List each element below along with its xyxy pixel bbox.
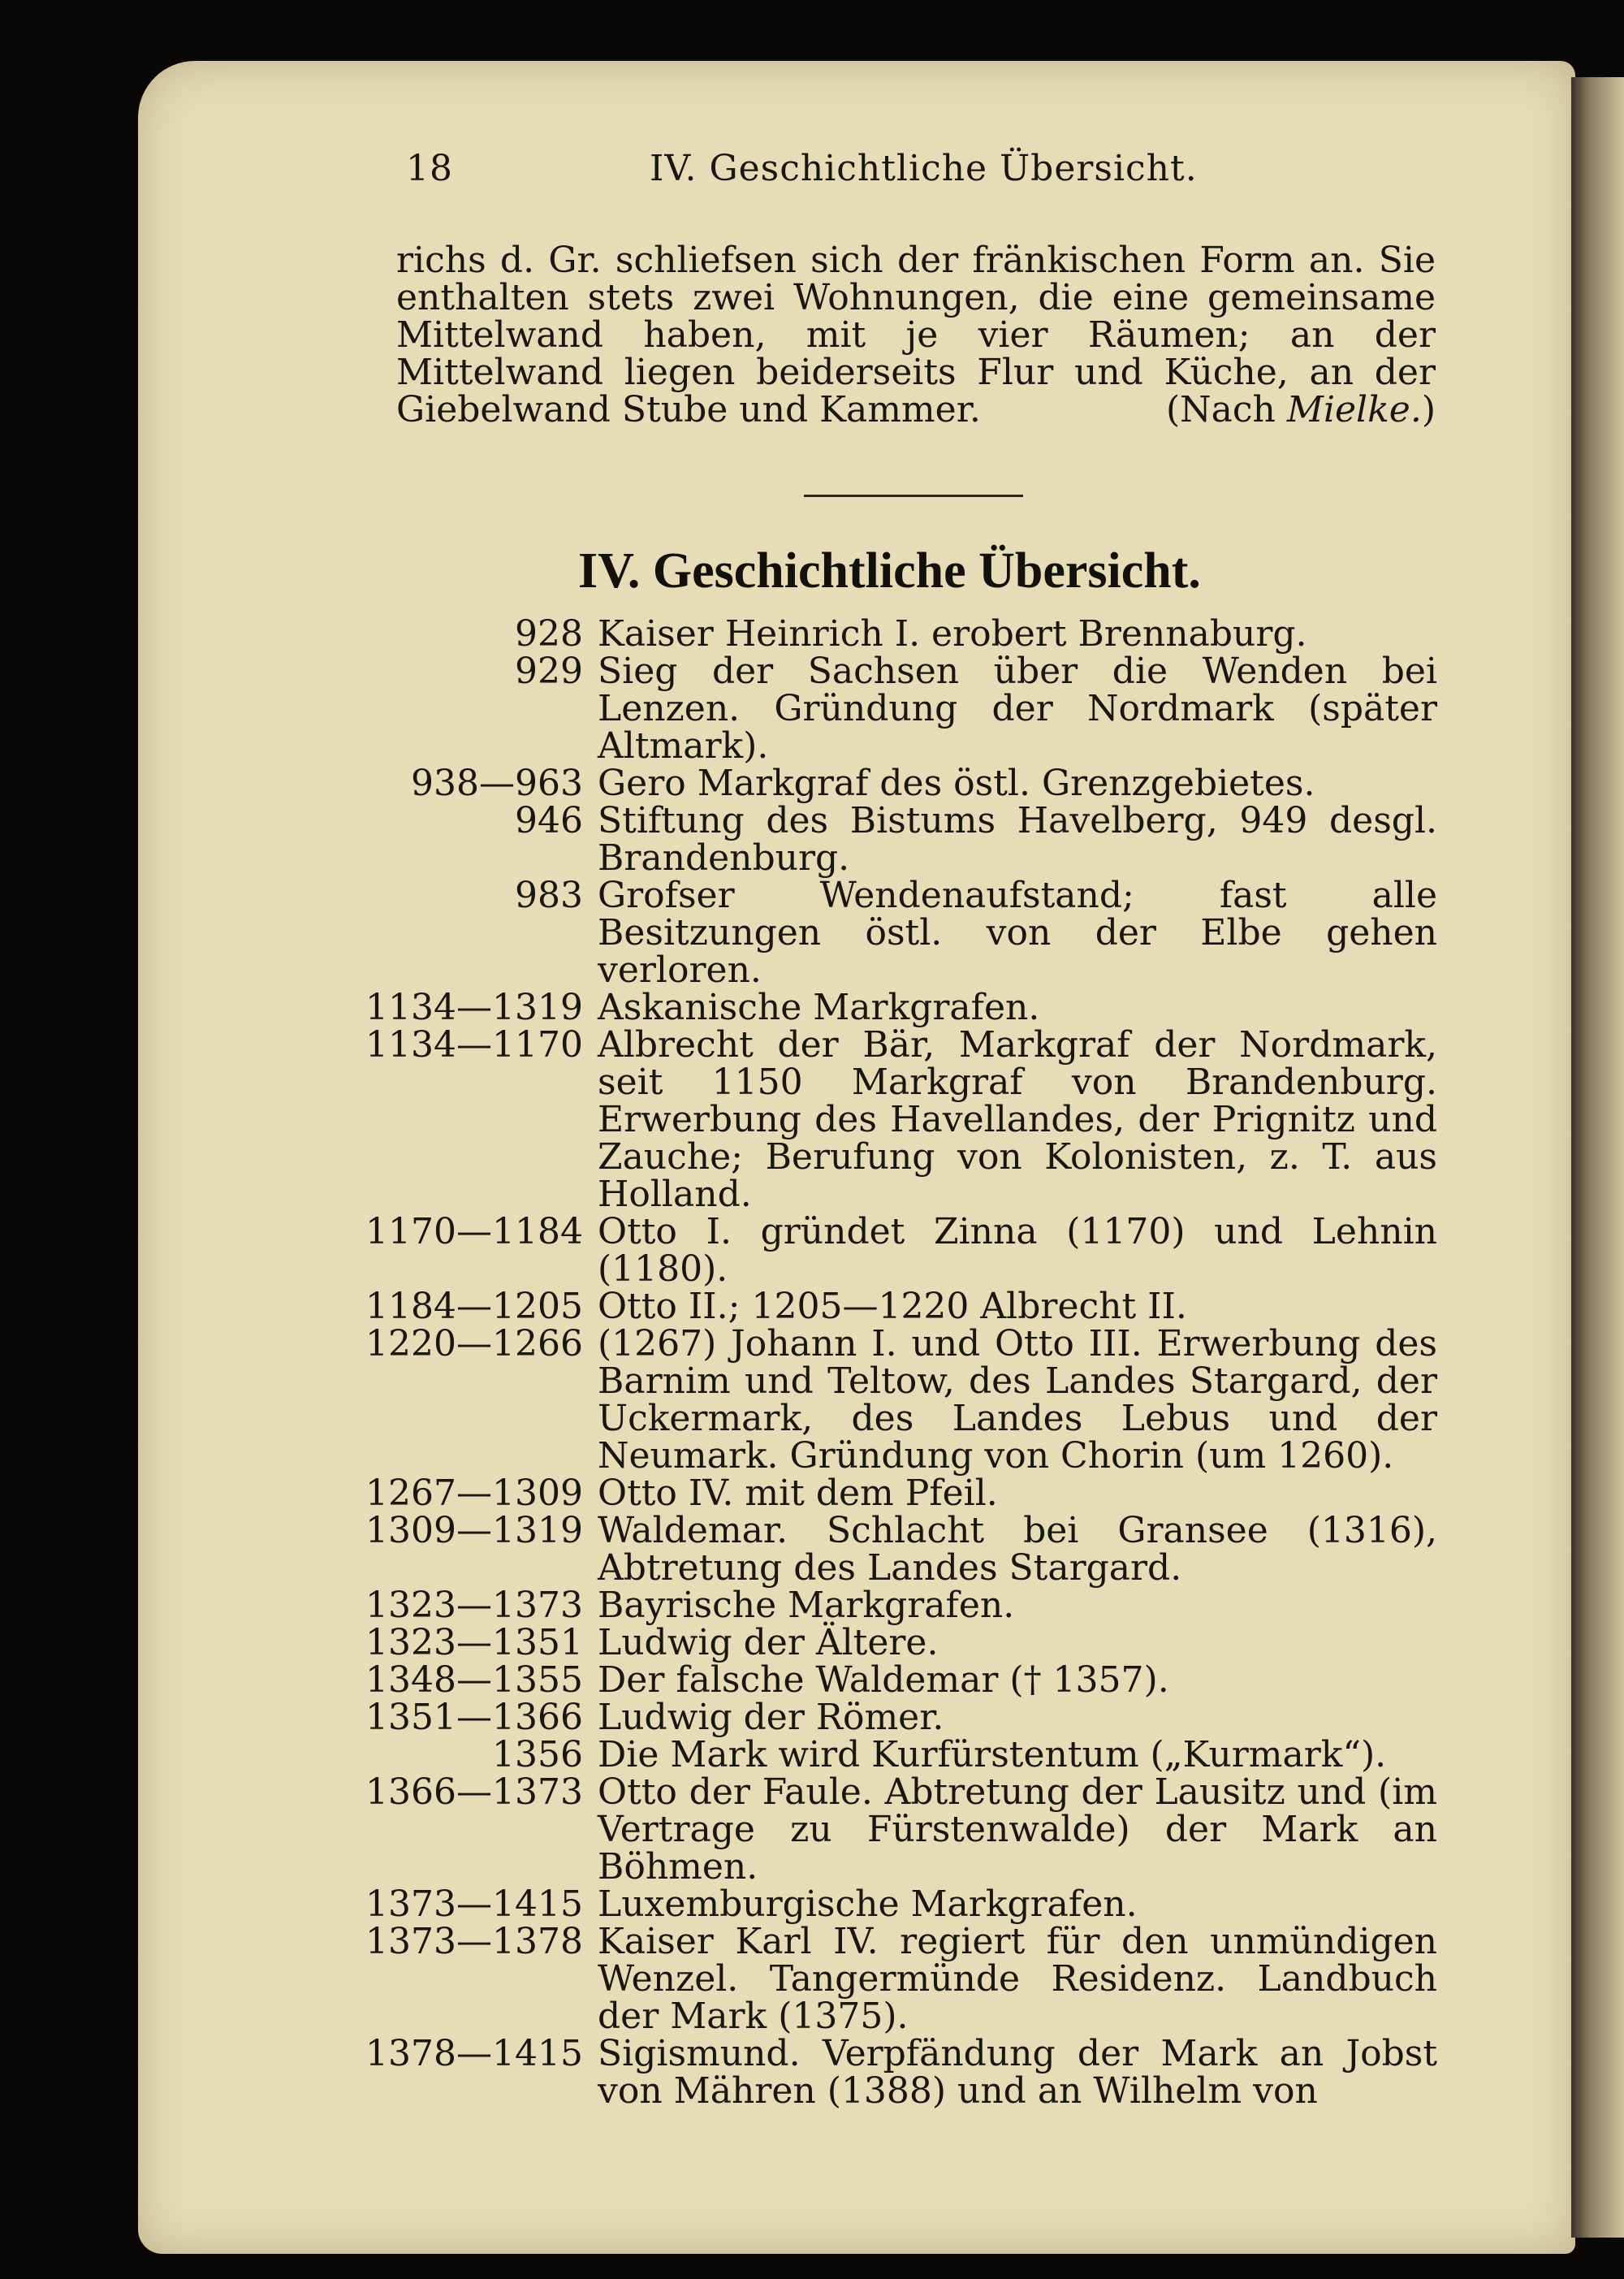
entry-year: 946 xyxy=(515,800,583,841)
page-edge xyxy=(1571,77,1624,2238)
chronology-entry xyxy=(365,765,1437,802)
entry-text: Albrecht der Bär, Markgraf der Nordmark, seit 1150 Markgraf von Brandenburg. Erwerbung des Havellandes, der Prignitz und Zauche; Berufung von Kolonisten, z. T. aus Holland. xyxy=(598,1024,1437,1215)
entry-year: 1134—1170 xyxy=(365,1024,583,1066)
chronology-entry xyxy=(365,1213,1437,1288)
chronology-entry xyxy=(365,1288,1437,1325)
entry-year: 1378—1415 xyxy=(365,2033,583,2074)
entry-year: 983 xyxy=(515,875,583,916)
entry-year: 1184—1205 xyxy=(365,1286,583,1327)
entry-text: Sieg der Sachsen über die Wenden bei Lenzen. Gründung der Nordmark (später Altmark). xyxy=(598,651,1437,767)
entry-text: Otto der Faule. Abtretung der Lausitz und (im Vertrage zu Fürstenwalde) der Mark an Böhmen. xyxy=(598,1771,1437,1888)
chronology-entry xyxy=(365,1624,1437,1662)
entry-year: 1356 xyxy=(492,1734,583,1775)
credit-prefix: (Nach xyxy=(1166,389,1276,430)
entry-text: Gero Markgraf des östl. Grenzgebietes. xyxy=(598,763,1315,804)
entry-text: Bayrische Markgrafen. xyxy=(598,1585,1015,1626)
chronology-entry xyxy=(365,877,1437,989)
chronology-entry xyxy=(365,1659,1437,1701)
chronology-entry xyxy=(365,1923,1437,2035)
entry-text: Sigismund. Verpfändung der Mark an Jobst von Mähren (1388) und an Wilhelm von xyxy=(598,2033,1437,2112)
entry-text: Ludwig der Ältere. xyxy=(598,1622,939,1663)
chronology-entry xyxy=(365,1325,1437,1475)
chronology-entry xyxy=(365,1587,1437,1624)
entry-text: Otto IV. mit dem Pfeil. xyxy=(598,1472,998,1514)
chronology-entry xyxy=(365,613,1437,655)
entry-year: 1220—1266 xyxy=(365,1323,583,1364)
entry-year: 1267—1309 xyxy=(365,1472,583,1514)
intro-paragraph xyxy=(396,242,1436,429)
chronology-entry xyxy=(365,2035,1437,2110)
chronology-entry xyxy=(365,653,1437,765)
source-credit xyxy=(1166,391,1436,429)
running-title: IV. Geschichtliche Übersicht. xyxy=(650,148,1198,189)
chronology-entry xyxy=(365,1771,1437,1888)
entry-text: Der falsche Waldemar († 1357). xyxy=(598,1659,1169,1701)
entry-text: Ludwig der Römer. xyxy=(598,1697,944,1738)
entry-text: Grofser Wendenaufstand; fast alle Besitzungen östl. von der Elbe gehen verloren. xyxy=(598,875,1437,991)
chronology-entry xyxy=(365,1699,1437,1736)
entry-text: (1267) Johann I. und Otto III. Erwerbung des Barnim und Teltow, des Landes Stargard, der Uckermark, des Landes Lebus und der Neumark. Gründung von Chorin (um 1260). xyxy=(598,1323,1437,1477)
entry-text: Luxemburgische Markgrafen. xyxy=(598,1883,1138,1925)
entry-year: 1366—1373 xyxy=(365,1771,583,1813)
entry-text: Stiftung des Bistums Havelberg, 949 desgl. Brandenburg. xyxy=(598,800,1437,879)
chronology-entry xyxy=(365,989,1437,1027)
section-title: IV. Geschichtliche Übersicht. xyxy=(578,543,1201,599)
entry-year: 1373—1415 xyxy=(365,1883,583,1925)
entry-text: Waldemar. Schlacht bei Gransee (1316), Abtretung des Landes Stargard. xyxy=(598,1510,1437,1589)
entry-year: 938—963 xyxy=(411,763,583,804)
entry-year: 1351—1366 xyxy=(365,1697,583,1738)
chronology-list xyxy=(365,613,1437,2112)
page-number: 18 xyxy=(406,148,453,189)
entry-text: Kaiser Karl IV. regiert für den unmündigen Wenzel. Tangermünde Residenz. Landbuch der Mark (1375). xyxy=(598,1921,1437,2037)
entry-year: 1134—1319 xyxy=(365,987,583,1028)
entry-text: Die Mark wird Kurfürstentum („Kurmark“). xyxy=(598,1734,1387,1775)
entry-year: 1348—1355 xyxy=(365,1659,583,1701)
chronology-entry xyxy=(365,1024,1437,1215)
credit-author: Mielke. xyxy=(1286,389,1422,430)
entry-year: 1170—1184 xyxy=(365,1211,583,1252)
credit-suffix: ) xyxy=(1421,389,1436,430)
entry-text: Otto I. gründet Zinna (1170) und Lehnin (1180). xyxy=(598,1211,1437,1290)
section-divider xyxy=(804,495,1023,497)
entry-year: 1309—1319 xyxy=(365,1510,583,1551)
entry-text: Otto II.; 1205—1220 Albrecht II. xyxy=(598,1286,1187,1327)
chronology-entry xyxy=(365,1883,1437,1925)
chronology-entry xyxy=(365,802,1437,877)
entry-year: 928 xyxy=(515,613,583,655)
entry-text: Kaiser Heinrich I. erobert Brennaburg. xyxy=(598,613,1307,655)
entry-text: Askanische Markgrafen. xyxy=(598,987,1040,1028)
chronology-entry xyxy=(365,1736,1437,1774)
entry-year: 929 xyxy=(515,651,583,692)
entry-year: 1323—1351 xyxy=(365,1622,583,1663)
entry-year: 1323—1373 xyxy=(365,1585,583,1626)
chronology-entry xyxy=(365,1512,1437,1587)
intro-text: richs d. Gr. schliefsen sich der fränkischen Form an. Sie enthalten stets zwei Wohnungen, die eine gemeinsame Mittelwand haben, mit je vier Räumen; an der Mittelwand liegen beiderseits Flur und Küche, an der Giebelwand Stube und Kammer. xyxy=(396,240,1436,430)
entry-year: 1373—1378 xyxy=(365,1921,583,1962)
chronology-entry xyxy=(365,1472,1437,1514)
